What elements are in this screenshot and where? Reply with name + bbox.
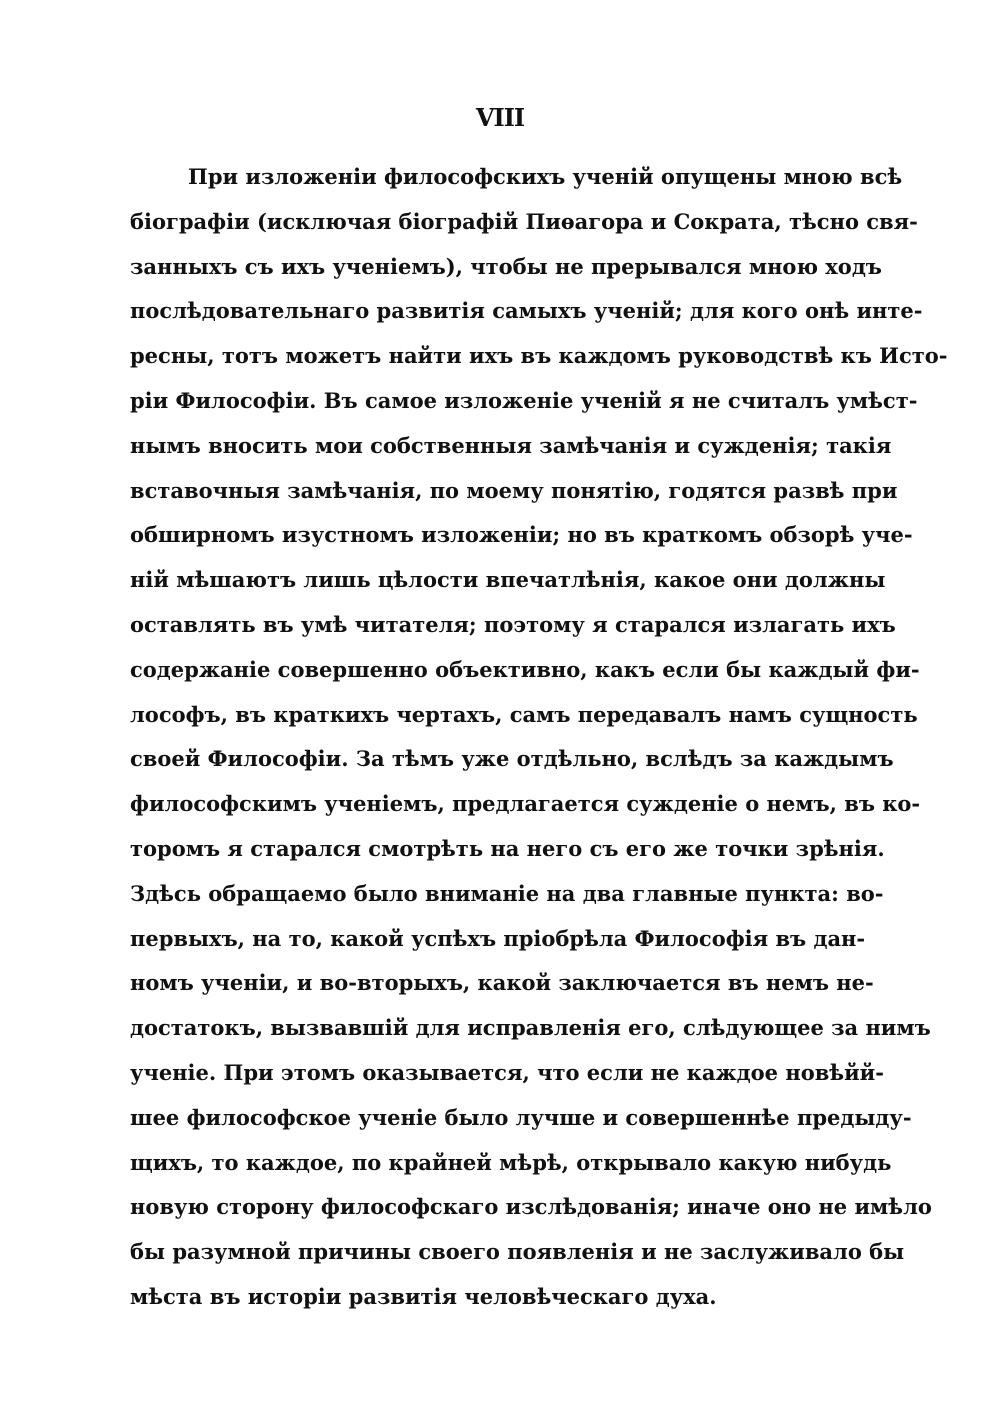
text-line: щихъ, то каждое, по крайней мѣрѣ, открывало какую нибудь [130, 1149, 892, 1175]
page-number: VIII [475, 103, 525, 132]
text-line: первыхъ, на то, какой успѣхъ пріобрѣла Философія въ дан- [130, 925, 866, 951]
text-line: шее философское ученіе было лучше и совершеннѣе предыду- [130, 1104, 912, 1130]
text-line: лософъ, въ краткихъ чертахъ, самъ передавалъ намъ сущность [130, 701, 918, 727]
text-line: Здѣсь обращаемо было вниманіе на два главные пункта: во- [130, 880, 884, 906]
text-line: ресны, тотъ можетъ найти ихъ въ каждомъ руководствѣ къ Исто- [130, 343, 948, 369]
text-line: нымъ вносить мои собственныя замѣчанія и сужденія; такія [130, 432, 892, 458]
text-line: вставочныя замѣчанія, по моему понятію, годятся развѣ при [130, 477, 898, 503]
text-line: торомъ я старался смотрѣть на него съ его же точки зрѣнія. [130, 835, 885, 861]
text-line: достатокъ, вызвавшій для исправленія его, слѣдующее за нимъ [130, 1015, 931, 1041]
text-line: ній мѣшаютъ лишь цѣлости впечатлѣнія, какое они должны [130, 567, 886, 593]
paragraph [130, 155, 948, 1320]
text-line: бы разумной причины своего появленія и не заслуживало бы [130, 1239, 905, 1265]
text-line: номъ ученіи, и во-вторыхъ, какой заключается въ немъ не- [130, 970, 874, 996]
text-line: обширномъ изустномъ изложеніи; но въ краткомъ обзорѣ уче- [130, 522, 913, 548]
text-line: ученіе. При этомъ оказывается, что если не каждое новѣйй- [130, 1059, 884, 1085]
text-line: мѣста въ исторіи развитія человѣческаго духа. [130, 1283, 717, 1309]
text-line: занныхъ съ ихъ ученіемъ), чтобы не прерывался мною ходъ [130, 253, 882, 279]
text-line: философскимъ ученіемъ, предлагается сужденіе о немъ, въ ко- [130, 791, 921, 817]
text-line: своей Философіи. За тѣмъ уже отдѣльно, вслѣдъ за каждымъ [130, 746, 894, 772]
text-line: оставлять въ умѣ читателя; поэтому я старался излагать ихъ [130, 611, 896, 637]
text-line: новую сторону философскаго изслѣдованія; иначе оно не имѣло [130, 1194, 932, 1220]
text-line: содержаніе совершенно объективно, какъ если бы каждый фи- [130, 656, 920, 682]
text-line: ріи Философіи. Въ самое изложеніе ученій я не считалъ умѣст- [130, 387, 918, 413]
text-line: біографіи (исключая біографій Пиѳагора и Сократа, тѣсно свя- [130, 208, 918, 234]
text-line: При изложеніи философскихъ ученій опущены мною всѣ [188, 164, 903, 189]
text-line: послѣдовательнаго развитія самыхъ ученій; для кого онѣ инте- [130, 298, 923, 324]
